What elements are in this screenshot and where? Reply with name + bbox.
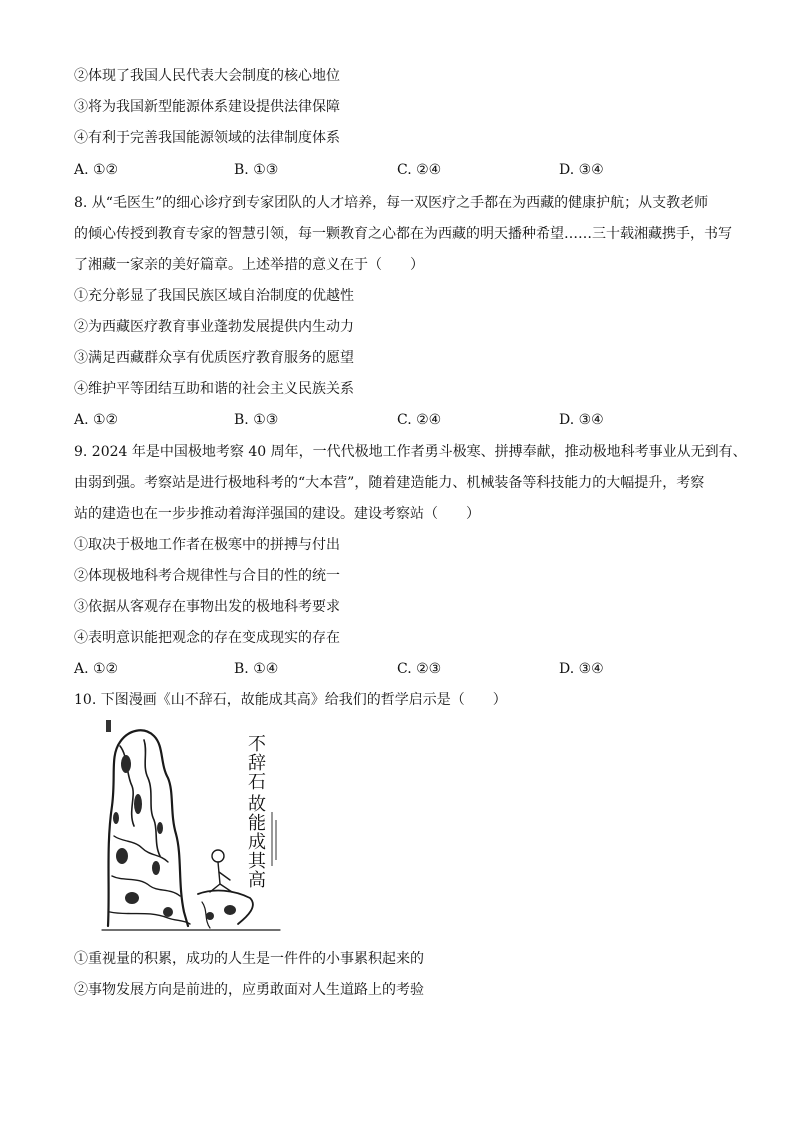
q7-option-3: ③将为我国新型能源体系建设提供法律保障: [74, 99, 340, 115]
cartoon-mountain-figure: [98, 716, 284, 938]
q9-option-4: ④表明意识能把观念的存在变成现实的存在: [74, 630, 340, 646]
q9-option-3: ③依据从客观存在事物出发的极地科考要求: [74, 599, 340, 615]
q8-option-2: ②为西藏医疗教育事业蓬勃发展提供内生动力: [74, 319, 354, 335]
q7-option-2: ②体现了我国人民代表大会制度的核心地位: [74, 68, 340, 84]
q8-stem-line-2: 的倾心传授到教育专家的智慧引领，每一颗教育之心都在为西藏的明天播种希望……三十载湘藏携手，书写: [74, 226, 732, 242]
q9-option-1: ①取决于极地工作者在极寒中的拼搏与付出: [74, 537, 340, 553]
q8-choice-c[interactable]: C. ②④: [397, 412, 442, 428]
q8-choice-b[interactable]: B. ①③: [234, 412, 279, 428]
q9-choice-a[interactable]: A. ①②: [74, 661, 119, 677]
q9-choices: [74, 659, 734, 679]
q10-option-2: ②事物发展方向是前进的，应勇敢面对人生道路上的考验: [74, 982, 424, 998]
q10-stem-line-1: 10. 下图漫画《山不辞石，故能成其高》给我们的哲学启示是（ ）: [74, 692, 507, 708]
q7-choice-d[interactable]: D. ③④: [559, 162, 604, 178]
figure-signature-marks: [272, 812, 276, 866]
q9-stem-line-3: 站的建造也在一步步推动着海洋强国的建设。建设考察站（ ）: [74, 506, 480, 522]
q9-option-2: ②体现极地科考合规律性与合目的性的统一: [74, 568, 340, 584]
q9-choice-c[interactable]: C. ②③: [397, 661, 442, 677]
q9-stem-line-1: 9. 2024 年是中国极地考察 40 周年，一代代极地工作者勇斗极寒、拼搏奉献，推动极地科考事业从无到有、: [74, 444, 747, 460]
q7-option-4: ④有利于完善我国能源领域的法律制度体系: [74, 130, 340, 146]
q8-option-4: ④维护平等团结互助和谐的社会主义民族关系: [74, 381, 354, 397]
figure-seal-mark: [106, 720, 111, 732]
q8-choice-d[interactable]: D. ③④: [559, 412, 604, 428]
q8-stem-line-1: 8. 从“毛医生”的细心诊疗到专家团队的人才培养，每一双医疗之手都在为西藏的健康护航；从支教老师: [74, 195, 709, 211]
figure-calligraphy-text: 不 辞 石 故 能 成 其 高: [248, 734, 266, 891]
q9-stem-line-2: 由弱到强。考察站是进行极地科考的“大本营”，随着建造能力、机械装备等科技能力的大幅提升，考察: [74, 475, 705, 491]
q8-option-3: ③满足西藏群众享有优质医疗教育服务的愿望: [74, 350, 354, 366]
cartoon-mountain-drawing: [98, 716, 284, 938]
q7-choice-b[interactable]: B. ①③: [234, 162, 279, 178]
q7-choice-a[interactable]: A. ①②: [74, 162, 119, 178]
q8-choices: [74, 410, 734, 430]
q8-option-1: ①充分彰显了我国民族区域自治制度的优越性: [74, 288, 354, 304]
q9-choice-b[interactable]: B. ①④: [234, 661, 279, 677]
q7-choices: [74, 160, 734, 180]
q9-choice-d[interactable]: D. ③④: [559, 661, 604, 677]
q7-choice-c[interactable]: C. ②④: [397, 162, 442, 178]
q10-option-1: ①重视量的积累，成功的人生是一件件的小事累积起来的: [74, 951, 424, 967]
q8-stem-line-3: 了湘藏一家亲的美好篇章。上述举措的意义在于（ ）: [74, 257, 424, 273]
q8-choice-a[interactable]: A. ①②: [74, 412, 119, 428]
